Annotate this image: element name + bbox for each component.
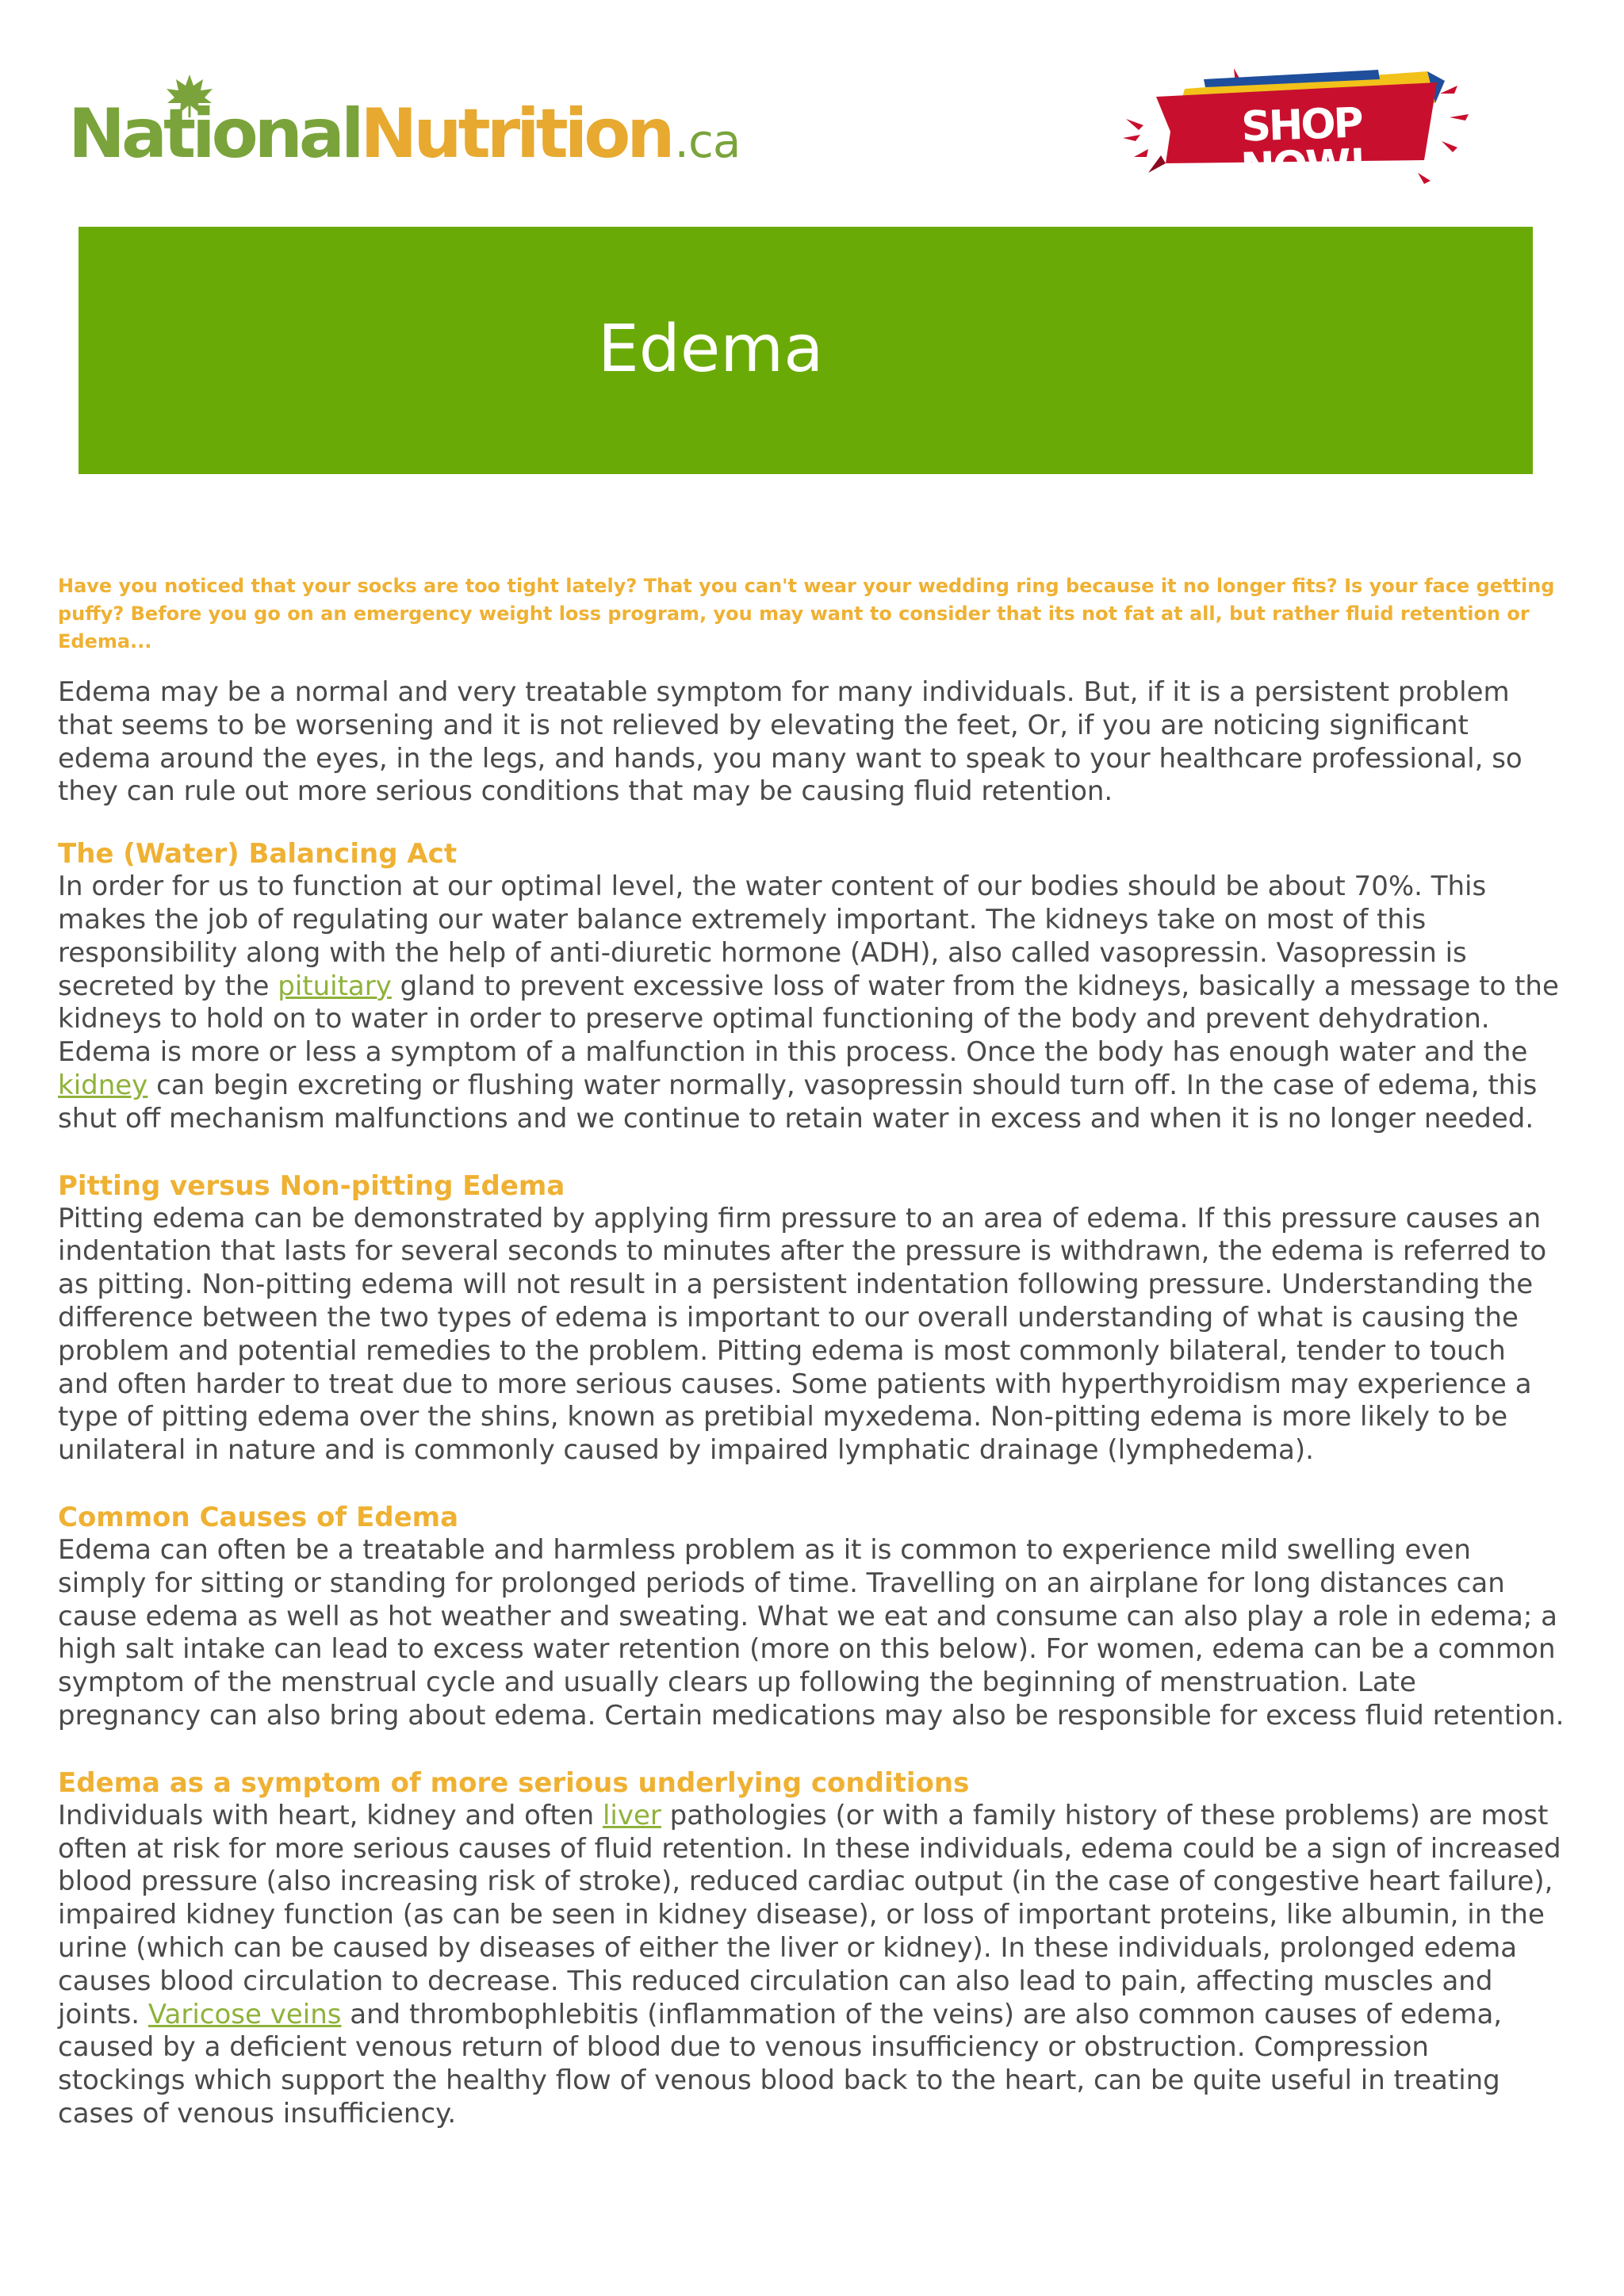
body-text: can begin excreting or flushing water normally, vasopressin should turn off. In the case of edema, this shut off mechanism malfunctions and we continue to retain water in excess and when it is no longer needed. — [58, 1069, 1538, 1135]
body-text: Individuals with heart, kidney and often — [58, 1799, 603, 1831]
logo-wordmark — [68, 94, 741, 174]
page-header — [0, 0, 1624, 214]
section-body — [58, 1800, 1565, 2131]
section-body — [58, 871, 1565, 1135]
section-heading: Edema as a symptom of more serious underlying conditions — [58, 1766, 970, 1799]
section-heading: The (Water) Balancing Act — [58, 838, 458, 871]
title-banner — [79, 227, 1533, 474]
lead-paragraph: Edema may be a normal and very treatable symptom for many individuals. But, if it is a persistent problem that seems to be worsening and it is not relieved by elevating the feet, Or, if you are noticing significant edema around the eyes, in the legs, and hands, you many want to speak to your healthcare professional, so they can rule out more serious conditions that may be causing fluid retention. — [58, 676, 1522, 808]
body-text: pathologies (or with a family history of these problems) are most often at risk for more serious causes of fluid retention. In these individuals, edema could be a sign of increased blood pressure (also increasing risk of stroke), reduced cardiac output (in the case of congestive heart failure), impaired kidney function (as can be seen in kidney disease), or loss of important proteins, like albumin, in the urine (which can be caused by diseases of either the liver or kidney). In these individuals, prolonged edema causes blood circulation to decrease. This reduced circulation can also lead to pain, affecting muscles and joints. — [58, 1799, 1561, 2030]
section-heading: Pitting versus Non-pitting Edema — [58, 1169, 565, 1202]
body-text: gland to prevent excessive loss of water from the kidneys, basically a message to the kidneys to hold on to water in order to preserve optimal functioning of the body and prevent dehydration. Edema is more or less a symptom of a malfunction in this process. Once the body has enough water and the — [58, 970, 1559, 1069]
shop-now-label: SHOP NOW! — [1239, 99, 1366, 193]
liver-link[interactable]: liver — [602, 1799, 661, 1831]
pituitary-link[interactable]: pituitary — [278, 970, 392, 1002]
body-text: In order for us to function at our optimal level, the water content of our bodies should be about 70%. This makes the job of regulating our water balance extremely important. The kidneys take on most of this responsibility along with the help of anti-diuretic hormone (ADH), also called vasopressin. Vasopressin is secreted by the — [58, 871, 1487, 1002]
logo-domain-text: .ca — [674, 114, 741, 168]
logo-national-text: National — [68, 94, 361, 174]
intro-teaser: Have you noticed that your socks are too tight lately? That you can't wear your wedding ring because it no longer fits? Is your face getting puffy? Before you go on an emergency weight loss program, you may want to consider that its not fat at all, but rather fluid retention or Edema... — [58, 575, 1555, 652]
nationalnutrition-logo[interactable] — [68, 73, 741, 192]
body-text: and thrombophlebitis (inflammation of the veins) are also common causes of edema, caused by a deficient venous return of blood due to venous insufficiency or obstruction. Compression stockings which support the healthy flow of venous blood back to the heart, can be quite useful in treating cases of venous insufficiency. — [58, 1998, 1503, 2130]
section-body: Pitting edema can be demonstrated by applying firm pressure to an area of edema. If this pressure causes an indentation that lasts for several seconds to minutes after the pressure is withdrawn, the edema is referred to as pitting. Non-pitting edema will not result in a persistent indentation following pressure. Understanding the difference between the two types of edema is important to our overall understanding of what is causing the problem and potential remedies to the problem. Pitting edema is most commonly bilateral, tender to touch and often harder to treat due to more serious causes. Some patients with hyperthyroidism may experience a type of pitting edema over the shins, known as pretibial myxedema. Non-pitting edema is more likely to be unilateral in nature and is commonly caused by impaired lymphatic drainage (lymphedema). — [58, 1202, 1547, 1467]
page-title: Edema — [598, 312, 824, 387]
article-content — [58, 572, 1565, 2131]
varicose-veins-link[interactable]: Varicose veins — [147, 1998, 342, 2030]
section-pitting-edema — [58, 1169, 1565, 1468]
section-heading: Common Causes of Edema — [58, 1501, 459, 1533]
shop-now-button[interactable] — [1116, 62, 1473, 193]
section-common-causes — [58, 1501, 1565, 1733]
section-serious-conditions — [58, 1766, 1565, 2131]
kidney-link[interactable]: kidney — [58, 1069, 148, 1101]
section-body: Edema can often be a treatable and harmless problem as it is common to experience mild swelling even simply for sitting or standing for prolonged periods of time. Travelling on an airplane for long distances can cause edema as well as hot weather and sweating. What we eat and consume can also play a role in edema; a high salt intake can lead to excess water retention (more on this below). For women, edema can be a common symptom of the menstrual cycle and usually clears up following the beginning of menstruation. Late pregnancy can also bring about edema. Certain medications may also be responsible for excess fluid retention. — [58, 1533, 1565, 1732]
logo-nutrition-text: Nutrition — [360, 94, 672, 174]
section-water-balancing — [58, 837, 1565, 1135]
